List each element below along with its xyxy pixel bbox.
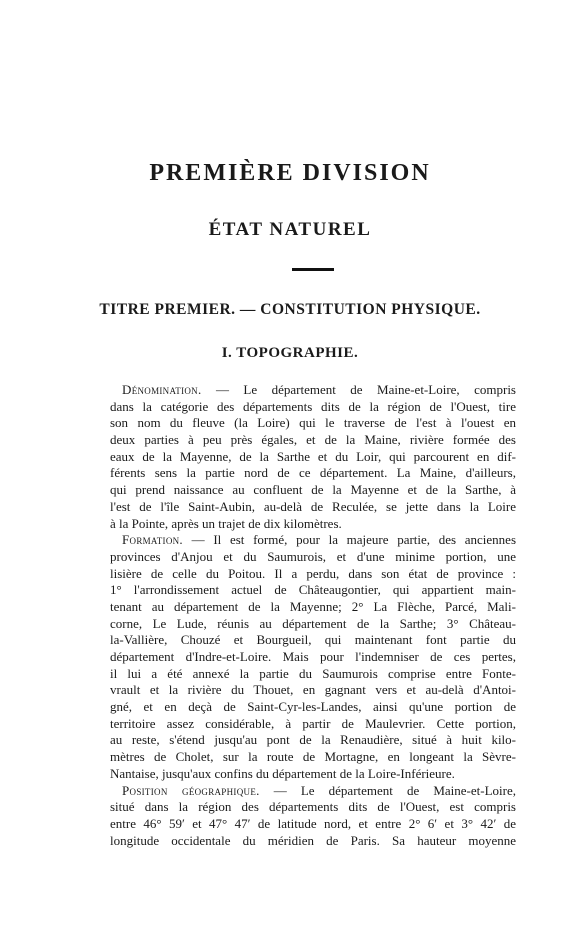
paragraph-lead: Dénomination.	[122, 382, 202, 397]
text-line	[110, 465, 516, 482]
text-line	[110, 549, 516, 566]
line-text: l'est de l'île Saint-Aubin, au-delà de Reculée, se jette dans la Loire	[110, 498, 516, 514]
line-text: entre 46° 59′ et 47° 47′ de latitude nord, et entre 2° 6′ et 3° 42′ de	[110, 815, 516, 831]
line-text: férents sens la partie nord de ce département. La Maine, d'ailleurs,	[110, 465, 516, 481]
text-line	[110, 833, 516, 850]
paragraph-lead: Position géographique.	[122, 782, 260, 798]
text-line	[110, 482, 516, 499]
paragraph-lead: Formation.	[122, 532, 183, 548]
text-line	[110, 582, 516, 599]
line-text: territoire assez considérable, à partir de Maulevrier. Cette portion,	[110, 715, 516, 731]
text-line	[110, 749, 516, 766]
line-text: dans la catégorie des départements dits de la région de l'Ouest, tire	[110, 398, 516, 414]
line-text: qui prend naissance au confluent de la Mayenne et de la Sarthe, à	[110, 482, 516, 498]
line-text: — Il est formé, pour la majeure partie, des anciennes	[182, 532, 516, 548]
text-line	[110, 649, 516, 666]
text-line	[110, 499, 516, 516]
text-line	[110, 732, 516, 749]
line-text: lisière de celle du Poitou. Il a perdu, dans son état de province :	[110, 565, 516, 581]
line-text: longitude occidentale du méridien de Paris. Sa hauteur moyenne	[110, 832, 516, 848]
text-line	[110, 783, 516, 800]
text-line	[110, 566, 516, 583]
text-line	[110, 399, 516, 416]
line-text: situé dans la région des départements dits de l'Ouest, est compris	[110, 799, 516, 815]
line-text: il lui a été annexé la partie du Saumurois comprise entre Fonte-	[110, 665, 516, 681]
part-subtitle: ÉTAT NATUREL	[208, 219, 372, 240]
line-text: 1° l'arrondissement actuel de Châteaugontier, qui appartient main-	[110, 582, 516, 598]
line-text: corne, Le Lude, réunis au département de la Sarthe; 3° Château-	[110, 615, 516, 631]
body-text	[110, 382, 516, 849]
text-line	[110, 666, 516, 683]
line-text: la-Vallière, Chouzé et Bourgueil, qui maintenant font partie du	[110, 632, 516, 648]
division-heading: PREMIÈRE DIVISION	[149, 160, 431, 186]
text-line	[110, 766, 516, 783]
line-text: département d'Indre-et-Loire. Mais pour l'indemniser de ces pertes,	[110, 649, 516, 664]
line-text: provinces d'Anjou et du Saumurois, et d'une minime portion, une	[110, 548, 516, 564]
line-text: mètres de Cholet, sur la route de Mortagne, en longeant la Sèvre-	[110, 749, 516, 765]
text-line	[110, 449, 516, 466]
section-heading: I. TOPOGRAPHIE.	[221, 345, 359, 361]
text-line	[110, 682, 516, 699]
line-text: deux parties à peu près égales, et de la Maine, rivière formée des	[110, 432, 516, 448]
line-text: — Le département de Maine-et-Loire, compris	[201, 382, 516, 397]
text-line	[110, 816, 516, 833]
text-line	[110, 616, 516, 633]
text-line	[110, 415, 516, 432]
text-line	[110, 716, 516, 733]
text-line	[110, 532, 516, 549]
line-text: Nantaise, jusqu'aux confins du département de la Loire-Inférieure.	[110, 765, 455, 781]
text-line	[110, 799, 516, 816]
line-text: à la Pointe, après un trajet de dix kilomètres.	[110, 515, 342, 531]
line-text: — Le département de Maine-et-Loire,	[259, 782, 516, 798]
line-text: au reste, s'étend jusqu'au pont de la Renaudière, situé à huit kilo-	[110, 732, 516, 748]
separator-rule	[292, 268, 334, 271]
text-line	[110, 432, 516, 449]
line-text: tenant au département de la Mayenne; 2° La Flèche, Parcé, Mali-	[110, 598, 516, 614]
text-line	[110, 699, 516, 716]
line-text: eaux de la Mayenne, de la Sarthe et du Loir, qui parcourent en dif-	[110, 448, 516, 464]
text-line	[110, 632, 516, 649]
text-line	[110, 382, 516, 399]
line-text: gné, et en deçà de Saint-Cyr-les-Landes, ainsi qu'une portion de	[110, 699, 516, 715]
text-line	[110, 516, 516, 533]
line-text: son nom du fleuve (la Loire) qui le traverse de l'est à l'ouest en	[110, 415, 516, 431]
title-heading: TITRE PREMIER. — CONSTITUTION PHYSIQUE.	[99, 301, 481, 318]
text-line	[110, 599, 516, 616]
line-text: vrault et la rivière du Thouet, en gagnant vers et au-delà d'Antoi-	[110, 682, 516, 698]
